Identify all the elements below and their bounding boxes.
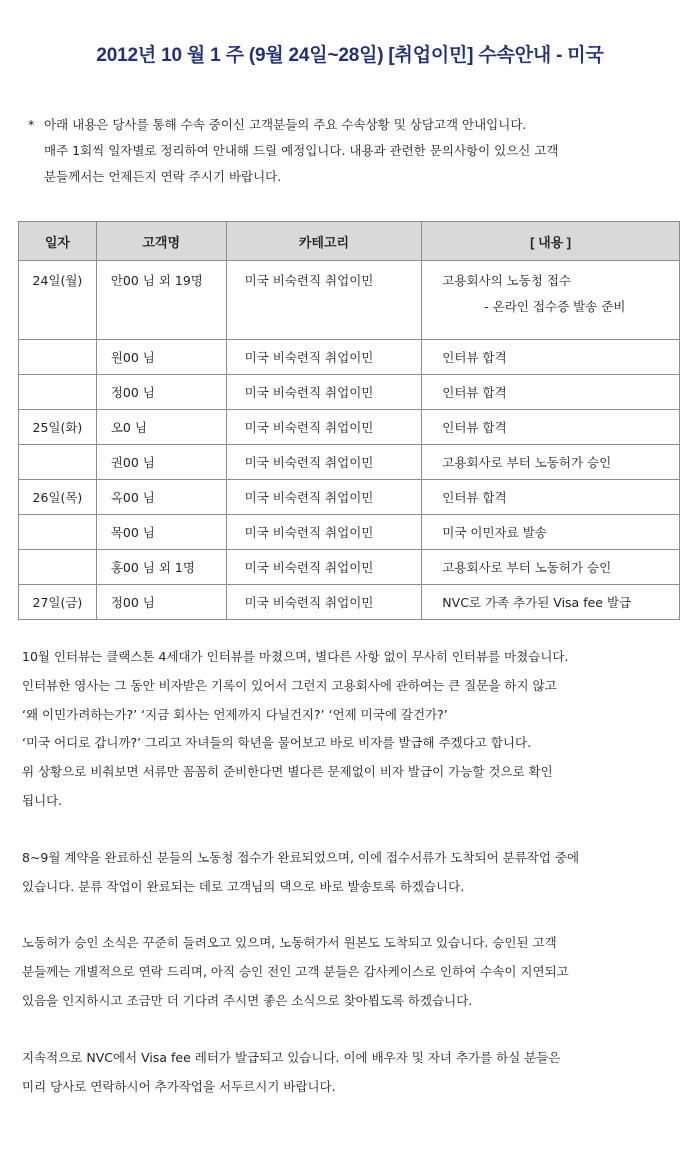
cell-content: 인터뷰 합격 [422,375,680,410]
paragraph-visa-fee: 지속적으로 NVC에서 Visa fee 레터가 발급되고 있습니다. 이에 배우자 및 자녀 추가를 하실 분들은 미리 당사로 연락하시어 추가작업을 서두르시기 바랍니다. [22,1049,561,1094]
table-row [19,480,680,515]
body-text [22,643,687,1129]
table-row [19,445,680,480]
cell-content: 고용회사로 부터 노동허가 승인 [422,445,680,480]
table-row [19,585,680,620]
cell-content: 고용회사로 부터 노동허가 승인 [422,550,680,585]
cell-name: 안00 님 외 19명 [96,261,226,340]
cell-date [19,515,97,550]
cell-category: 미국 비숙련직 취업이민 [226,410,422,445]
table-row [19,410,680,445]
table-row [19,515,680,550]
cell-name: 권00 님 [96,445,226,480]
paragraph-interview: 10월 인터뷰는 클랙스톤 4세대가 인터뷰를 마쳤으며, 별다른 사항 없이 무사히 인터뷰를 마쳤습니다. 인터뷰한 영사는 그 동안 비자받은 기록이 있어서 그런지 고용회사에 관하여는 큰 질문을 하지 않고 ‘왜 이민가려하는가?’ ‘지금 회사는 언제까지 다닐건지?’ ‘언제 미국에 갈건가?’ ‘미국 어디로 갑니까?’ 그리고 자녀들의 학년을 물어보고 바로 비자를 발급해 주겠다고 합니다. 위 상황으로 비춰보면 서류만 꼼꼼히 준비한다면 별다른 문제없이 비자 발급이 가능할 것으로 확인 됩니다. [22,649,569,808]
table-row [19,375,680,410]
paragraph-labor-filing: 8~9월 계약을 완료하신 분들의 노동청 접수가 완료되었으며, 이에 접수서류가 도착되어 분류작업 중에 있습니다. 분류 작업이 완료되는 데로 고객님의 댁으로 바로 발송토록 하겠습니다. [22,849,580,894]
cell-date: 27일(금) [19,585,97,620]
cell-date: 24일(월) [19,261,97,340]
cell-content: 인터뷰 합격 [422,410,680,445]
cell-category: 미국 비숙련직 취업이민 [226,375,422,410]
cell-date: 25일(화) [19,410,97,445]
notice-line: * 아래 내용은 당사를 통해 수속 중이신 고객분들의 주요 수속상황 및 상담고객 안내입니다. [28,112,678,138]
cell-name: 정00 님 [96,585,226,620]
cell-name: 홍00 님 외 1명 [96,550,226,585]
table-row [19,261,680,340]
cell-category: 미국 비숙련직 취업이민 [226,550,422,585]
header-date: 일자 [19,222,97,261]
cell-date: 26일(목) [19,480,97,515]
cell-name: 정00 님 [96,375,226,410]
cell-category: 미국 비숙련직 취업이민 [226,515,422,550]
cell-content: 인터뷰 합격 [422,480,680,515]
cell-content: 인터뷰 합격 [422,340,680,375]
cell-category: 미국 비숙련직 취업이민 [226,340,422,375]
cell-date [19,340,97,375]
content-main: 고용회사의 노동청 접수 [442,273,571,288]
cell-category: 미국 비숙련직 취업이민 [226,261,422,340]
notice-line: 매주 1회씩 일자별로 정리하여 안내해 드릴 예정입니다. 내용과 관련한 문의사항이 있으신 고객 [44,143,559,158]
cell-date [19,550,97,585]
cell-name: 목00 님 [96,515,226,550]
notice-line: 분들께서는 언제든지 연락 주시기 바랍니다. [44,169,282,184]
cell-name: 옥00 님 [96,480,226,515]
cell-category: 미국 비숙련직 취업이민 [226,585,422,620]
page-title: 2012년 10 월 1 주 (9월 24일~28일) [취업이민] 수속안내 - 미국 [96,45,604,66]
cell-content: 미국 이민자료 발송 [422,515,680,550]
cell-content [422,261,680,340]
cell-name: 원00 님 [96,340,226,375]
cell-name: 오0 님 [96,410,226,445]
cell-date [19,375,97,410]
paragraph-labor-approval: 노동허가 승인 소식은 꾸준히 들려오고 있으며, 노동허가서 원본도 도착되고 있습니다. 승인된 고객 분들께는 개별적으로 연락 드리며, 아직 승인 전인 고객 분들은 감사케이스로 인하여 수속이 지연되고 있음을 인지하시고 조금만 더 기다려 주시면 좋은 소식으로 찾아뵙도록 하겠습니다. [22,935,569,1008]
cell-category: 미국 비숙련직 취업이민 [226,480,422,515]
status-table [18,221,680,620]
cell-content: NVC로 가족 추가된 Visa fee 발급 [422,585,680,620]
table-row [19,340,680,375]
notice-block [28,112,678,190]
content-sub: - 온라인 접수증 발송 준비 [484,299,626,314]
cell-category: 미국 비숙련직 취업이민 [226,445,422,480]
bullet-star: * [28,117,35,132]
table-header-row [19,222,680,261]
cell-date [19,445,97,480]
header-category: 카테고리 [226,222,422,261]
header-name: 고객명 [96,222,226,261]
table-row [19,550,680,585]
header-content: [ 내용 ] [422,222,680,261]
